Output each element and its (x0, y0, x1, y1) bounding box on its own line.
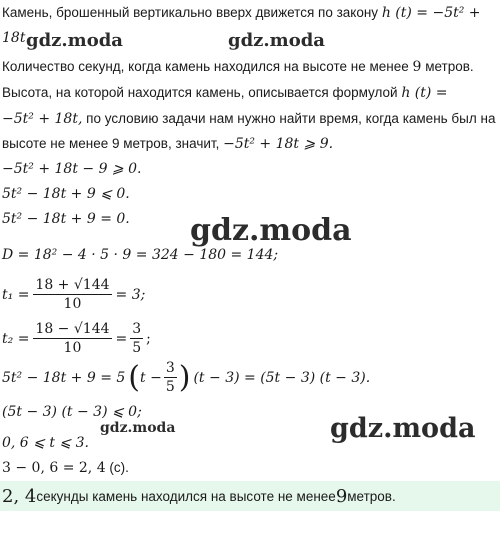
watermark-logo: gdz.moda (330, 413, 476, 444)
inequality-1: (5t − 3) (t − 3) ⩽ 0; (2, 404, 142, 420)
solution-text: Высота, на которой находится камень, описывается формулой (2, 85, 402, 100)
equation-1: −5t² + 18t − 9 ⩾ 0. (2, 161, 142, 177)
law-formula-cont: 18t. (2, 30, 30, 46)
answer-height: 9 (335, 485, 348, 507)
factorization (2, 359, 370, 396)
solution-text-2: по условию задачи нам нужно найти время, когда камень был на (82, 111, 496, 126)
root-t2 (2, 320, 151, 357)
t2-fraction (33, 320, 111, 357)
t2-result-num: 3 (132, 321, 142, 337)
watermark-logo: gdz.moda (228, 30, 325, 51)
t2-equals: = (115, 330, 128, 347)
t2-lhs: t₂ = (2, 330, 30, 347)
answer-box (0, 481, 500, 511)
inequality-formula: −5t² + 18t ⩾ 9. (223, 136, 334, 152)
t2-denominator: 10 (33, 338, 111, 357)
fact-t: t − (140, 369, 162, 386)
t1-lhs: t₁ = (2, 286, 30, 303)
equation-3: 5t² − 18t + 9 = 0. (2, 211, 130, 227)
difference-unit: (с). (105, 460, 129, 475)
solution-line-2 (2, 110, 495, 128)
solution-text-3: высоте не менее 9 метров, значит, (2, 136, 224, 151)
law-formula: h (t) = −5t² + (381, 5, 481, 21)
watermark-logo: gdz.moda (190, 213, 352, 248)
question-text: Количество секунд, когда камень находился на высоте не менее (2, 59, 413, 74)
question-suffix: метров. (421, 59, 474, 74)
fact-lhs: 5t² − 18t + 9 = 5 (2, 369, 126, 386)
solution-line-1 (2, 84, 448, 102)
t1-rhs: = 3; (115, 286, 146, 303)
problem-line-1 (2, 4, 481, 22)
height-formula-cont: −5t² + 18t, (2, 111, 83, 127)
fact-rhs: (t − 3) = (5t − 3) (t − 3). (193, 369, 371, 386)
difference: 3 − 0, 6 = 2, 4 (2, 460, 106, 476)
root-t1 (2, 276, 145, 313)
question-value: 9 (412, 59, 422, 75)
discriminant: D = 18² − 4 · 5 · 9 = 324 − 180 = 144; (2, 247, 279, 263)
t2-result-den: 5 (132, 340, 142, 356)
t1-denominator: 10 (33, 294, 111, 313)
answer-suffix: метров. (347, 488, 396, 504)
fact-fraction (164, 359, 177, 396)
answer-text: секунды камень находился на высоте не менее (36, 488, 336, 504)
difference-line (2, 459, 129, 477)
watermark-logo: gdz.moda (100, 420, 176, 436)
inequality-2: 0, 6 ⩽ t ⩽ 3. (2, 435, 89, 451)
fact-num: 3 (165, 360, 175, 376)
t1-numerator: 18 + √144 (35, 277, 110, 293)
t2-end: ; (146, 330, 151, 347)
t2-numerator: 18 − √144 (35, 321, 110, 337)
answer-value: 2, 4 (2, 485, 37, 507)
t2-result-fraction (130, 320, 143, 357)
fact-close-paren: ) (178, 360, 191, 395)
solution-line-3 (2, 135, 333, 153)
t1-fraction (33, 276, 111, 313)
height-formula: h (t) = (401, 85, 448, 101)
fact-open-paren: ( (128, 360, 141, 395)
equation-2: 5t² − 18t + 9 ⩽ 0. (2, 186, 130, 202)
question-line (2, 58, 474, 76)
fact-den: 5 (165, 379, 175, 395)
watermark-logo: gdz.moda (26, 30, 123, 51)
problem-text: Камень, брошенный вертикально вверх движется по закону (2, 5, 382, 20)
